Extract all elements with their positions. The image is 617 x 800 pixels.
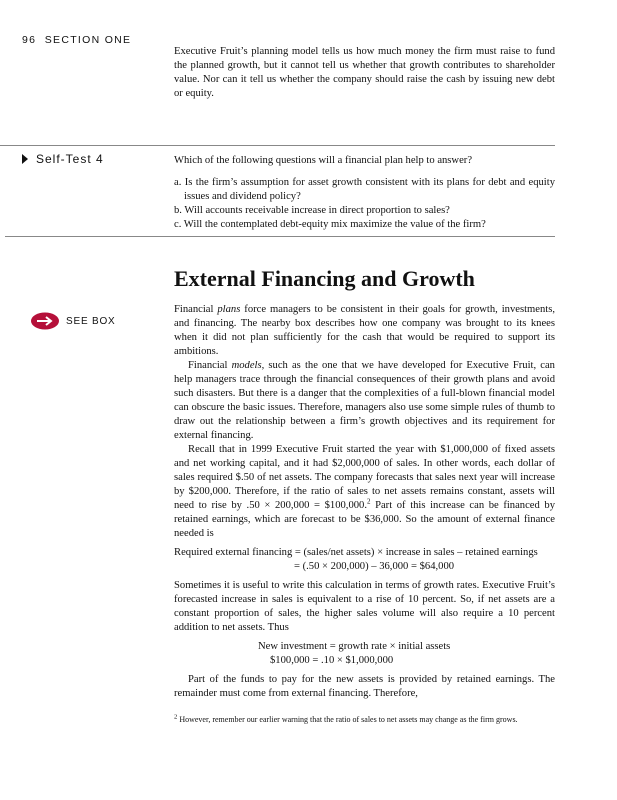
paragraph: [174, 303, 555, 359]
body-text: [174, 303, 555, 725]
text: such as the one that we have developed for Executive Fruit, can help managers trace through the financial consequences of their growth plans and avoid such disasters. But there is a danger that the complexities of a full-blown financial model can obscure the basic issues. Therefore, managers also use some simple rules of thumb to draw out the relationship between a firm’s growth objectives and its requirement for external financing.: [174, 360, 555, 441]
footnote-ref: 2: [366, 497, 371, 506]
footnote-mark: 2: [174, 713, 178, 721]
text: Financial: [188, 360, 232, 371]
equation: [174, 546, 555, 574]
intro-paragraph: [174, 45, 555, 101]
paragraph: [174, 359, 555, 443]
equation: [174, 640, 555, 668]
paragraph: Sometimes it is useful to write this calculation in terms of growth rates. Executive Fruit’s forecasted increase in sales is equivalent to a rise of 10 percent. So, if net assets are a constant proportion of sales, the higher sales volume will also require a 10 percent addition to net assets. Thus: [174, 580, 555, 633]
see-box-link[interactable]: [30, 312, 116, 330]
section-name: SECTION ONE: [44, 34, 132, 46]
equation-line: = (.50 × 200,000) – 36,000 = $64,000: [294, 561, 455, 572]
divider-bottom: [5, 236, 555, 237]
see-box-label: SEE BOX: [66, 315, 116, 327]
text: Recall that in 1999 Executive Fruit started the year with $1,000,000 of fixed assets and net working capital, and it had $2,000,000 of sales. In other words, each dollar of sales required $.50 of net assets. The company forecasts that sales next year will increase by $200,000. Therefore, if the ratio of sales to net assets remains constant, assets will need to rise by .50 × 200,000 = $100,000.: [174, 444, 555, 511]
self-test-question: Which of the following questions will a financial plan help to answer?: [174, 155, 473, 166]
equation-line: $100,000 = .10 × $1,000,000: [270, 655, 394, 666]
emphasis: models,: [231, 360, 265, 371]
paragraph: Part of the funds to pay for the new assets is provided by retained earnings. The remainder must come from external financing. Therefore,: [174, 674, 555, 699]
triangle-icon: [22, 154, 28, 164]
intro-text: Executive Fruit’s planning model tells us how much money the firm must raise to fund the planned growth, but it cannot tell us whether that growth contributes to shareholder value. Nor can it tell us whether the company should raise the cash by issuing new debt or equity.: [174, 46, 555, 99]
text: force managers to be consistent in their goals for growth, investments, and financing. The nearby box describes how one company was brought to its knees when it did not plan sufficiently for the cash that would be required to support its ambitions.: [174, 304, 555, 357]
text: Part of this increase can be financed by retained earnings, which are forecast to be $36,000. So the amount of external finance needed is: [174, 500, 555, 539]
list-item: a. Is the firm’s assumption for asset growth consistent with its plans for debt and equity issues and dividend policy?: [174, 177, 555, 202]
self-test-label: [22, 152, 104, 166]
divider-top: [0, 145, 555, 146]
emphasis: plans: [217, 304, 241, 315]
self-test-box: [174, 154, 555, 232]
running-header: [22, 34, 131, 46]
list-item: b. Will accounts receivable increase in direct proportion to sales?: [174, 205, 450, 216]
equation-line: New investment = growth rate × initial assets: [258, 641, 451, 652]
equation-line: Required external financing = (sales/net assets) × increase in sales – retained earnings: [174, 547, 538, 558]
page-number: 96: [22, 34, 37, 46]
section-title: External Financing and Growth: [174, 266, 475, 291]
arrow-icon: [30, 312, 60, 330]
self-test-list: [174, 176, 555, 232]
list-item: c. Will the contemplated debt-equity mix maximize the value of the firm?: [174, 219, 486, 230]
text: Financial: [174, 304, 218, 315]
paragraph: [174, 443, 555, 541]
footnote: [174, 715, 555, 725]
footnote-text: However, remember our earlier warning that the ratio of sales to net assets may change as the firm grows.: [179, 715, 518, 724]
self-test-title: Self-Test 4: [36, 152, 104, 166]
